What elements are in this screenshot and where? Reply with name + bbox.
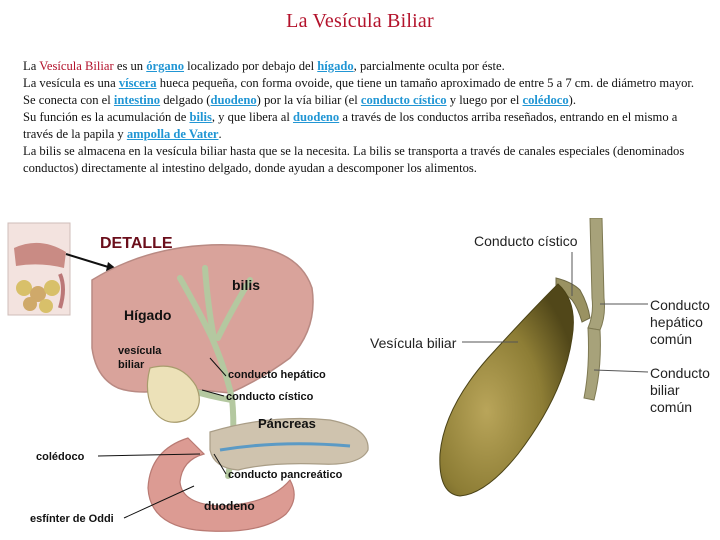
- detail-inset: [8, 223, 70, 315]
- label-conducto-hepatico: conducto hepático: [228, 369, 326, 381]
- page-title: La Vesícula Biliar: [286, 10, 434, 32]
- label-higado: Hígado: [124, 307, 172, 323]
- label-hepatico-comun-1: Conducto: [650, 297, 710, 313]
- text-run: ) por la vía biliar (el: [256, 93, 361, 107]
- label-vesicula-2: biliar: [118, 359, 145, 371]
- label-vesicula-1: vesícula: [118, 345, 162, 357]
- text-run: Su función es la acumulación de: [23, 110, 190, 124]
- label-biliar-comun-1: Conducto: [650, 365, 710, 381]
- inline-link[interactable]: duodeno: [210, 93, 257, 107]
- text-run: es un: [113, 59, 147, 73]
- inline-link[interactable]: víscera: [118, 76, 157, 90]
- label-coledoco: colédoco: [36, 451, 85, 463]
- label-biliar-comun-3: común: [650, 399, 693, 415]
- text-run: localizado por debajo del: [184, 59, 318, 73]
- label-biliar-comun-2: biliar: [650, 382, 680, 398]
- gallbladder-diagram: [368, 218, 720, 540]
- label-duodeno: duodeno: [204, 499, 255, 513]
- gallbladder-diagram-illustration: [368, 218, 720, 540]
- paragraph: [23, 143, 703, 177]
- label-conducto-cistico: Conducto cístico: [474, 233, 578, 249]
- text-run: ).: [568, 93, 577, 107]
- label-hepatico-comun-3: común: [650, 331, 693, 347]
- text-run: a través de los conductos arriba reseñados, entrando en el mismo a través de la papila y: [23, 110, 678, 141]
- hepatic-duct-shape: [588, 218, 605, 330]
- liver-diagram-illustration: [0, 218, 380, 540]
- label-conducto-cistico: conducto cístico: [226, 391, 314, 403]
- inline-link[interactable]: duodeno: [293, 110, 340, 124]
- label-hepatico-comun-2: hepático: [650, 314, 703, 330]
- paragraph: [23, 109, 703, 143]
- text-run: .: [218, 127, 222, 141]
- text-run: La bilis se almacena en la vesícula biliar hasta que se la necesita. La bilis se transporta a través de canales especiales (denominados conductos) directamente al intestino delgado, donde ayudan a descomponer los alimentos.: [23, 144, 685, 175]
- paragraph: [23, 58, 703, 75]
- inline-link[interactable]: intestino: [113, 93, 161, 107]
- label-detalle: DETALLE: [100, 235, 173, 252]
- liver-diagram: [0, 218, 380, 540]
- inline-link[interactable]: conducto cístico: [360, 93, 447, 107]
- inline-link[interactable]: colédoco: [522, 93, 569, 107]
- gallbladder-shape: [440, 284, 574, 496]
- paragraph: [23, 75, 703, 109]
- common-bile-duct-shape: [584, 328, 600, 400]
- inline-link[interactable]: ampolla de Vater: [126, 127, 219, 141]
- inline-link[interactable]: hígado: [317, 59, 354, 73]
- text-run: y luego por el: [446, 93, 523, 107]
- text-run: La: [23, 59, 40, 73]
- text-run: delgado (: [160, 93, 211, 107]
- text-run: hueca pequeña, con forma ovoide, que tiene un tamaño aproximado de entre 5 a 7 cm. de diámetro mayor. Se conecta con el: [23, 76, 695, 107]
- highlight-text: Vesícula Biliar: [39, 59, 114, 73]
- label-pancreas: Páncreas: [258, 416, 316, 431]
- label-conducto-pancreatico: conducto pancreático: [228, 469, 343, 481]
- text-run: , y que libera al: [211, 110, 294, 124]
- label-esfinter: esfínter de Oddi: [30, 513, 114, 525]
- label-bilis: bilis: [232, 277, 261, 293]
- text-run: , parcialmente oculta por éste.: [353, 59, 505, 73]
- article-text: [23, 58, 703, 177]
- inline-link[interactable]: bilis: [189, 110, 212, 124]
- text-run: La vesícula es una: [23, 76, 119, 90]
- inline-link[interactable]: órgano: [146, 59, 185, 73]
- label-vesicula-biliar: Vesícula biliar: [370, 335, 457, 351]
